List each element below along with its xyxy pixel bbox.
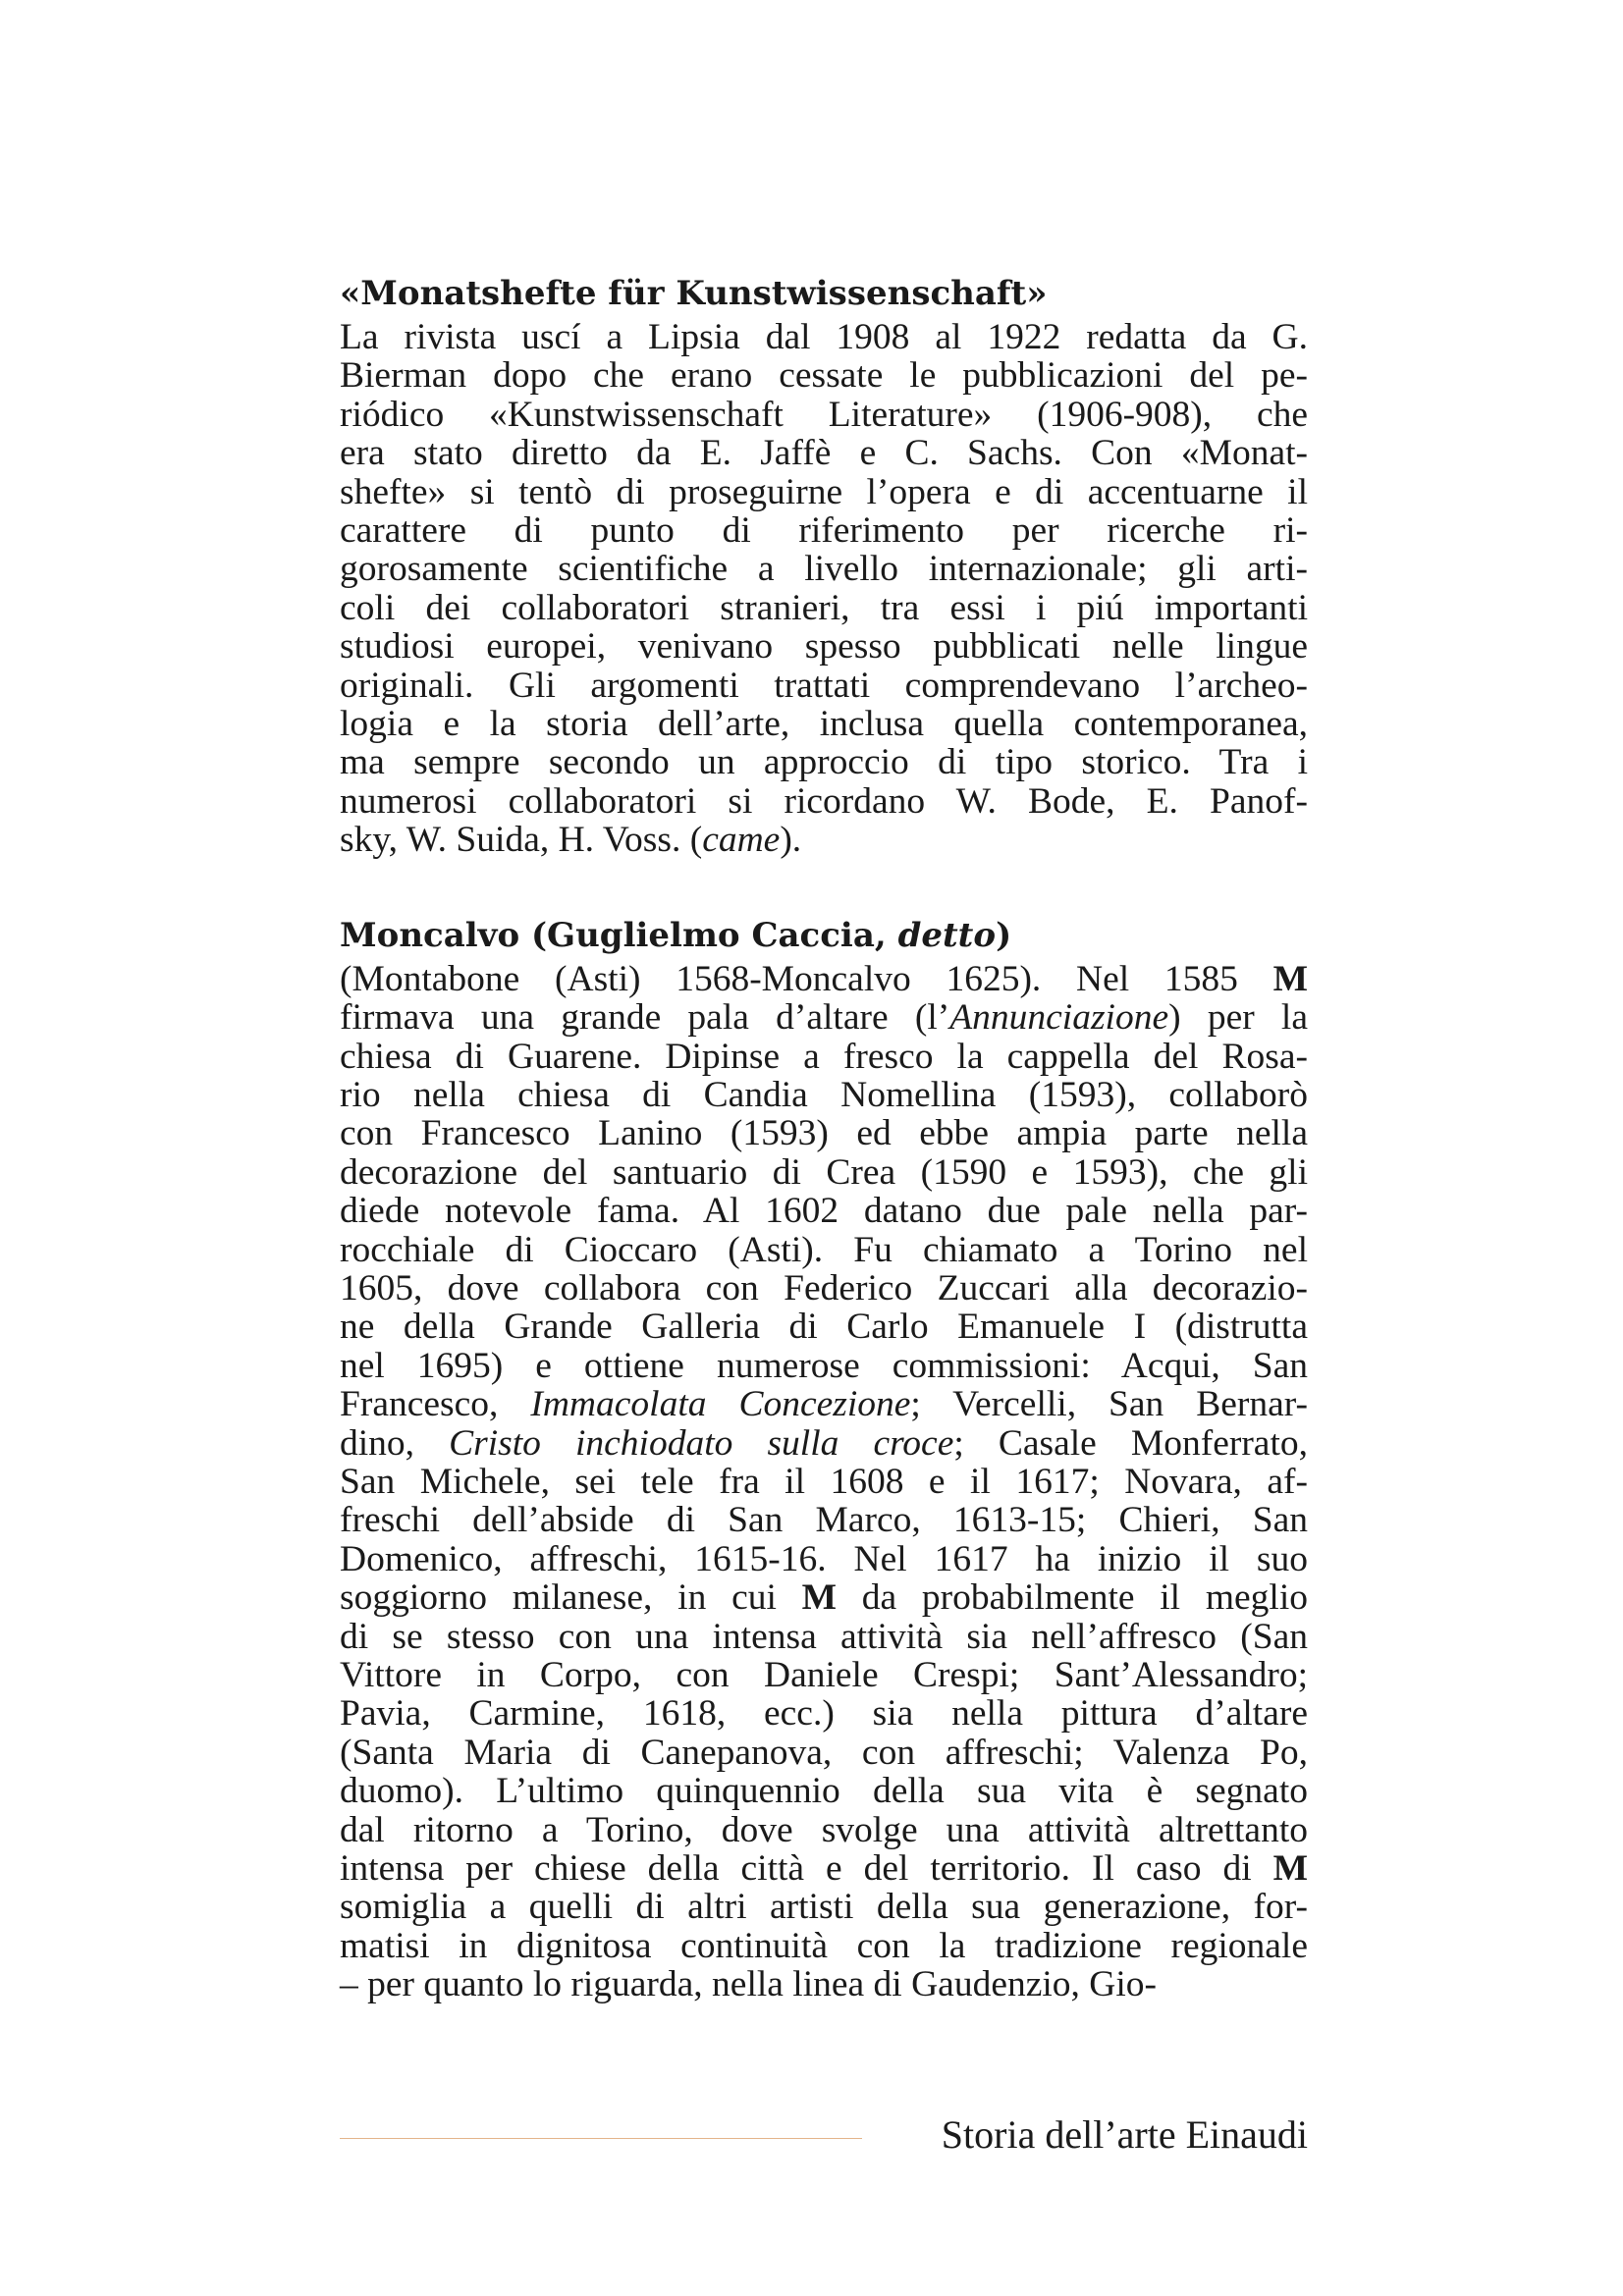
text-line: 1605, dove collabora con Federico Zuccari alla decorazio- xyxy=(340,1267,1308,1308)
entry-moncalvo xyxy=(340,911,1308,2004)
italic-text: Annunciazione xyxy=(949,997,1169,1039)
bold-abbreviation: M xyxy=(1272,1848,1308,1890)
text-line: sky, W. Suida, H. Voss. (came). xyxy=(340,820,802,861)
entry-title: «Monatshefte für Kunstwissenschaft» xyxy=(340,274,1048,313)
text-line: duomo). L’ultimo quinquennio della sua vita è segnato xyxy=(340,1771,1308,1812)
text-line: rocchiale di Cioccaro (Asti). Fu chiamato a Torino nel xyxy=(340,1229,1308,1270)
italic-text: came xyxy=(702,820,781,861)
text-line: era stato diretto da E. Jaffè e C. Sachs. Con «Monat- xyxy=(340,433,1308,474)
text-line: dino, Cristo inchiodato sulla croce; Casale Monferrato, xyxy=(340,1422,1308,1464)
text-line: nel 1695) e ottiene numerose commissioni: Acqui, San xyxy=(340,1345,1308,1386)
text-line: San Michele, sei tele fra il 1608 e il 1617; Novara, af- xyxy=(340,1461,1308,1502)
entry-monatshefte xyxy=(340,269,1308,860)
italic-text: Immacolata Concezione xyxy=(530,1384,911,1425)
text-line: decorazione del santuario di Crea (1590 e 1593), che gli xyxy=(340,1151,1308,1193)
bold-abbreviation: M xyxy=(1272,958,1308,999)
text-line: coli dei collaboratori stranieri, tra essi i piú importanti xyxy=(340,587,1308,628)
text-line: originali. Gli argomenti trattati comprendevano l’archeo- xyxy=(340,665,1308,706)
entry-body xyxy=(340,960,1308,2004)
text-line: Francesco, Immacolata Concezione; Vercelli, San Bernar- xyxy=(340,1384,1309,1425)
text-line: (Montabone (Asti) 1568-Moncalvo 1625). Nel 1585 M xyxy=(340,958,1308,999)
text-line: studiosi europei, venivano spesso pubblicati nelle lingue xyxy=(340,626,1308,667)
italic-text: Cristo inchiodato sulla croce xyxy=(449,1422,954,1464)
text-line: diede notevole fama. Al 1602 datano due pale nella par- xyxy=(340,1191,1308,1232)
text-line: ne della Grande Galleria di Carlo Emanuele I (distrutta xyxy=(340,1307,1308,1348)
text-line: logia e la storia dell’arte, inclusa quella contemporanea, xyxy=(340,704,1308,745)
entry-title: Moncalvo (Guglielmo Caccia, detto) xyxy=(340,915,1012,955)
text-line: somiglia a quelli di altri artisti della sua generazione, for- xyxy=(340,1887,1308,1928)
text-line: di se stesso con una intensa attività sia nell’affresco (San xyxy=(340,1616,1308,1657)
page-footer xyxy=(340,2109,1308,2163)
text-line: riódico «Kunstwissenschaft Literature» (1906-908), che xyxy=(340,394,1308,435)
text-line: carattere di punto di riferimento per ricerche ri- xyxy=(340,510,1308,552)
footer-rule xyxy=(340,2138,862,2139)
text-line: soggiorno milanese, in cui M da probabilmente il meglio xyxy=(340,1577,1308,1619)
text-line: intensa per chiese della città e del territorio. Il caso di M xyxy=(340,1848,1308,1890)
text-line: firmava una grande pala d’altare (l’Annunciazione) per la xyxy=(340,997,1308,1039)
text-line: shefte» si tentò di proseguirne l’opera e di accentuarne il xyxy=(340,471,1308,512)
bold-abbreviation: M xyxy=(801,1577,838,1619)
text-line: La rivista uscí a Lipsia dal 1908 al 1922 redatta da G. xyxy=(340,317,1308,357)
text-line: matisi in dignitosa continuità con la tradizione regionale xyxy=(340,1925,1308,1966)
text-line: dal ritorno a Torino, dove svolge una attività altrettanto xyxy=(340,1809,1308,1850)
page-content xyxy=(340,269,1308,2004)
text-line: chiesa di Guarene. Dipinse a fresco la cappella del Rosa- xyxy=(340,1036,1308,1077)
text-line: – per quanto lo riguarda, nella linea di Gaudenzio, Gio- xyxy=(340,1964,1158,2005)
italic-text: detto xyxy=(897,915,997,955)
text-line: numerosi collaboratori si ricordano W. Bode, E. Panof- xyxy=(340,780,1308,822)
text-line: con Francesco Lanino (1593) ed ebbe ampia parte nella xyxy=(340,1113,1308,1154)
text-line: Bierman dopo che erano cessate le pubblicazioni del pe- xyxy=(340,355,1308,397)
text-line: rio nella chiesa di Candia Nomellina (1593), collaborò xyxy=(340,1074,1308,1115)
text-line: Pavia, Carmine, 1618, ecc.) sia nella pittura d’altare xyxy=(340,1693,1308,1735)
text-line: Vittore in Corpo, con Daniele Crespi; Sant’Alessandro; xyxy=(340,1655,1308,1695)
text-line: gorosamente scientifiche a livello internazionale; gli arti- xyxy=(340,549,1308,590)
text-line: freschi dell’abside di San Marco, 1613-15; Chieri, San xyxy=(340,1500,1308,1541)
text-line: (Santa Maria di Canepanova, con affreschi; Valenza Po, xyxy=(340,1732,1308,1773)
entry-body xyxy=(340,318,1308,860)
text-line: ma sempre secondo un approccio di tipo storico. Tra i xyxy=(340,742,1308,783)
footer-title: Storia dell’arte Einaudi xyxy=(941,2112,1308,2157)
text-line: Domenico, affreschi, 1615-16. Nel 1617 ha inizio il suo xyxy=(340,1538,1308,1579)
